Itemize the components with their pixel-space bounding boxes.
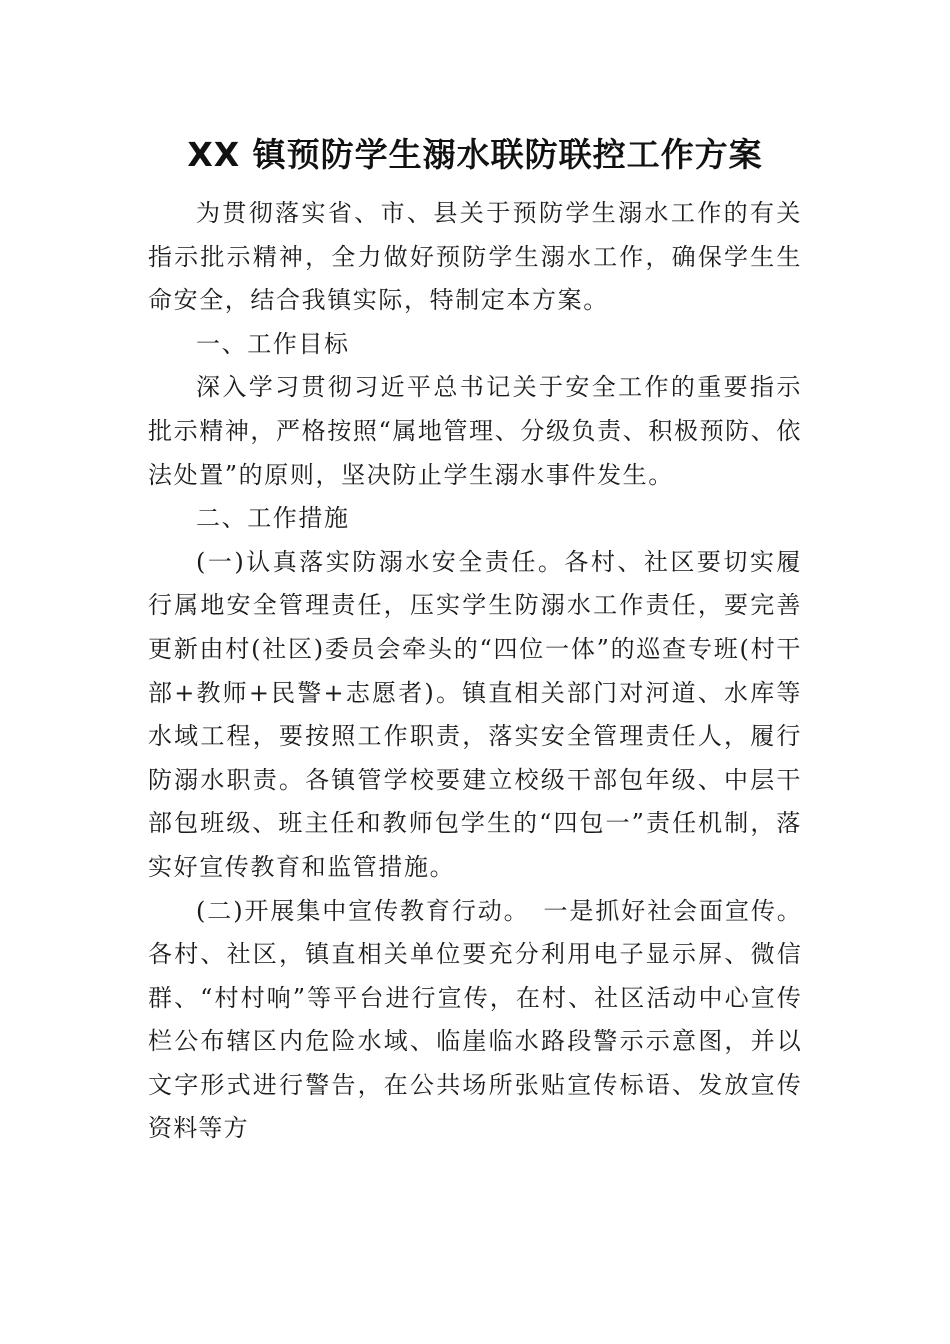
measure-2-paragraph: (二)开展集中宣传教育行动。 一是抓好社会面宣传。各村、社区，镇直相关单位要充分利用电子显示屏、微信群、“村村响”等平台进行宣传，在村、社区活动中心宣传栏公布辖区内危险水域、临崖临水路段警示示意图，并以文字形式进行警告，在公共场所张贴宣传标语、发放宣传资料等方 [148,896,802,1143]
measure-1-paragraph: (一)认真落实防溺水安全责任。各村、社区要切实履行属地安全管理责任，压实学生防溺水工作责任，要完善更新由村(社区)委员会牵头的“四位一体”的巡查专班(村干部+教师+民警+志愿者)。镇直相关部门对河道、水库等水域工程，要按照工作职责，落实安全管理责任人，履行防溺水职责。各镇管学校要建立校级干部包年级、中层干部包班级、班主任和教师包学生的“四包一”责任机制，落实好宣传教育和监管措施。 [148,547,802,881]
section-heading-goals: 一、工作目标 [196,329,350,358]
goals-paragraph: 深入学习贯彻习近平总书记关于安全工作的重要指示批示精神，严格按照“属地管理、分级负责、积极预防、依法处置”的原则，坚决防止学生溺水事件发生。 [148,373,802,489]
section-heading-measures: 二、工作措施 [196,504,350,533]
document-body [148,192,802,1151]
intro-paragraph: 为贯彻落实省、市、县关于预防学生溺水工作的有关指示批示精神，全力做好预防学生溺水工作，确保学生生命安全，结合我镇实际，特制定本方案。 [148,199,802,315]
document-title: XX 镇预防学生溺水联防联控工作方案 [187,135,763,174]
